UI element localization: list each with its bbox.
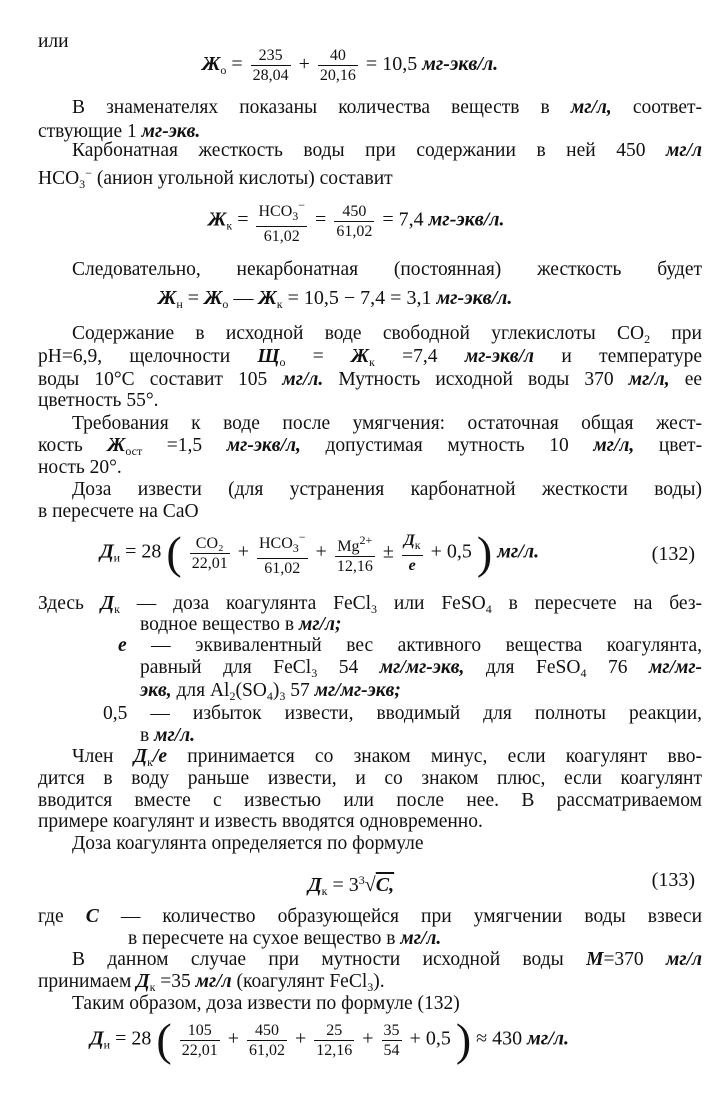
text-line: цветность 55°. [38, 390, 159, 411]
text-line: где C — количество образующейся при умягчении воды взвеси [38, 906, 703, 927]
text-line: $HCO_3^-$ (анион угольной кислоты) составит [38, 166, 393, 191]
text-line: Таким образом, доза извести по формуле (132) [72, 993, 460, 1014]
text-line: ность 20°. [38, 457, 122, 478]
text-line: ствующие 1 мг-экв. [38, 121, 201, 142]
text-line: Доза извести (для устранения карбонатной жесткости воды) [72, 479, 702, 500]
text-line: в пересчете на CaO [38, 501, 199, 522]
text-line: вводится вместе с известью или после нее. В рассматриваемом [38, 790, 702, 811]
text-line: Карбонатная жесткость воды при содержании в ней 450 мг/л [72, 140, 703, 161]
text-line: В знаменателях показаны количества веществ в мг/л, соответ- [72, 97, 702, 118]
text-line: экв, для $Al_2(SO_4)_3$ 57 мг/мг-экв; [140, 680, 401, 703]
text-line: Здесь $Д_к$ — доза коагулянта FeCl$_3$ или FeSO$_4$ в пересчете на без- [38, 593, 703, 616]
text-line: В данном случае при мутности исходной воды M=370 мг/л [72, 949, 702, 970]
text-line: кость $Ж_{ост} =1,5$ мг-экв/л, допустимая мутность 10 мг/л, цвет- [38, 435, 703, 458]
formula-coagulant-dose: $Д_к = 3^3√C$, (133) [308, 869, 695, 898]
text-line: Содержание в исходной воде свободной углекислоты $CO_2$ при [72, 323, 702, 346]
text-line: равный для FeCl$_3$ 54 мг/мг-экв, для FeSO$_4$ 76 мг/мг- [140, 657, 703, 680]
formula-lime-dose-calc: $Д_и = 28$ ( $\frac{105}{22,01}$ + $\frac{450}{61,02}$ + $\frac{25}{12,16}$ + $\frac{35}{54}$ + 0,5 ) ≈ 430 мг/л. [90, 1014, 570, 1065]
text-line: Требования к воде после умягчения: остаточная общая жест- [72, 413, 702, 434]
text-line: Доза коагулянта определяется по формуле [72, 833, 424, 854]
formula-carbonate-hardness: $Ж_к$ = $\frac{HCO_3^-}{61,02}$ = $\frac{450}{61,02}$ = 7,4 мг-экв/л. [208, 198, 505, 245]
text-line: Следовательно, некарбонатная (постоянная) жесткость будет [72, 259, 702, 280]
text-line: воды 10°C составит 105 мг/л. Мутность исходной воды 370 мг/л, ее [38, 369, 703, 390]
text-line: примере коагулянт и известь вводятся одновременно. [38, 811, 483, 832]
text-line: дится в воду раньше извести, и со знаком плюс, если коагулянт [38, 768, 702, 789]
text-line: водное вещество в мг/л; [140, 614, 342, 635]
text-line: в пересчете на сухое вещество в мг/л. [128, 928, 442, 949]
formula-total-hardness: $Ж_о$ = $\frac{235}{28,04}$ + $\frac{40}{20,16}$ = 10,5 мг-экв/л. [202, 47, 499, 84]
text-line: в мг/л. [140, 725, 195, 746]
text-line: принимаем $Д_к =35$ мг/л (коагулянт FeCl$_3$). [38, 971, 385, 994]
text-line: pH=6,9, щелочности $Щ_о = Ж_к =7,4$ мг-экв/л и температуре [38, 346, 703, 369]
text-line: Член $Д_к/e$ принимается со знаком минус, если коагулянт вво- [72, 746, 703, 769]
text-line: 0,5 — избыток извести, вводимый для полноты реакции, [103, 703, 702, 724]
text-line: или [38, 31, 69, 52]
formula-noncarbonate-hardness: $Ж_н = Ж_о$ — $Ж_к = 10,5 - 7,4 = 3,1$ мг-экв/л. [158, 287, 513, 311]
text-line: e — эквивалентный вес активного вещества коагулянта, [118, 635, 702, 656]
formula-lime-dose: $Д_и = 28$ ( $\frac{\text{CO₂}}{22,01}$ + $\frac{HCO_3^-}{61,02}$ + $\frac{Mg^{2+}}{12,16}$ ± $\frac{Д_к}{e}$ + 0,5 ) мг/л. (132) [100, 527, 695, 578]
